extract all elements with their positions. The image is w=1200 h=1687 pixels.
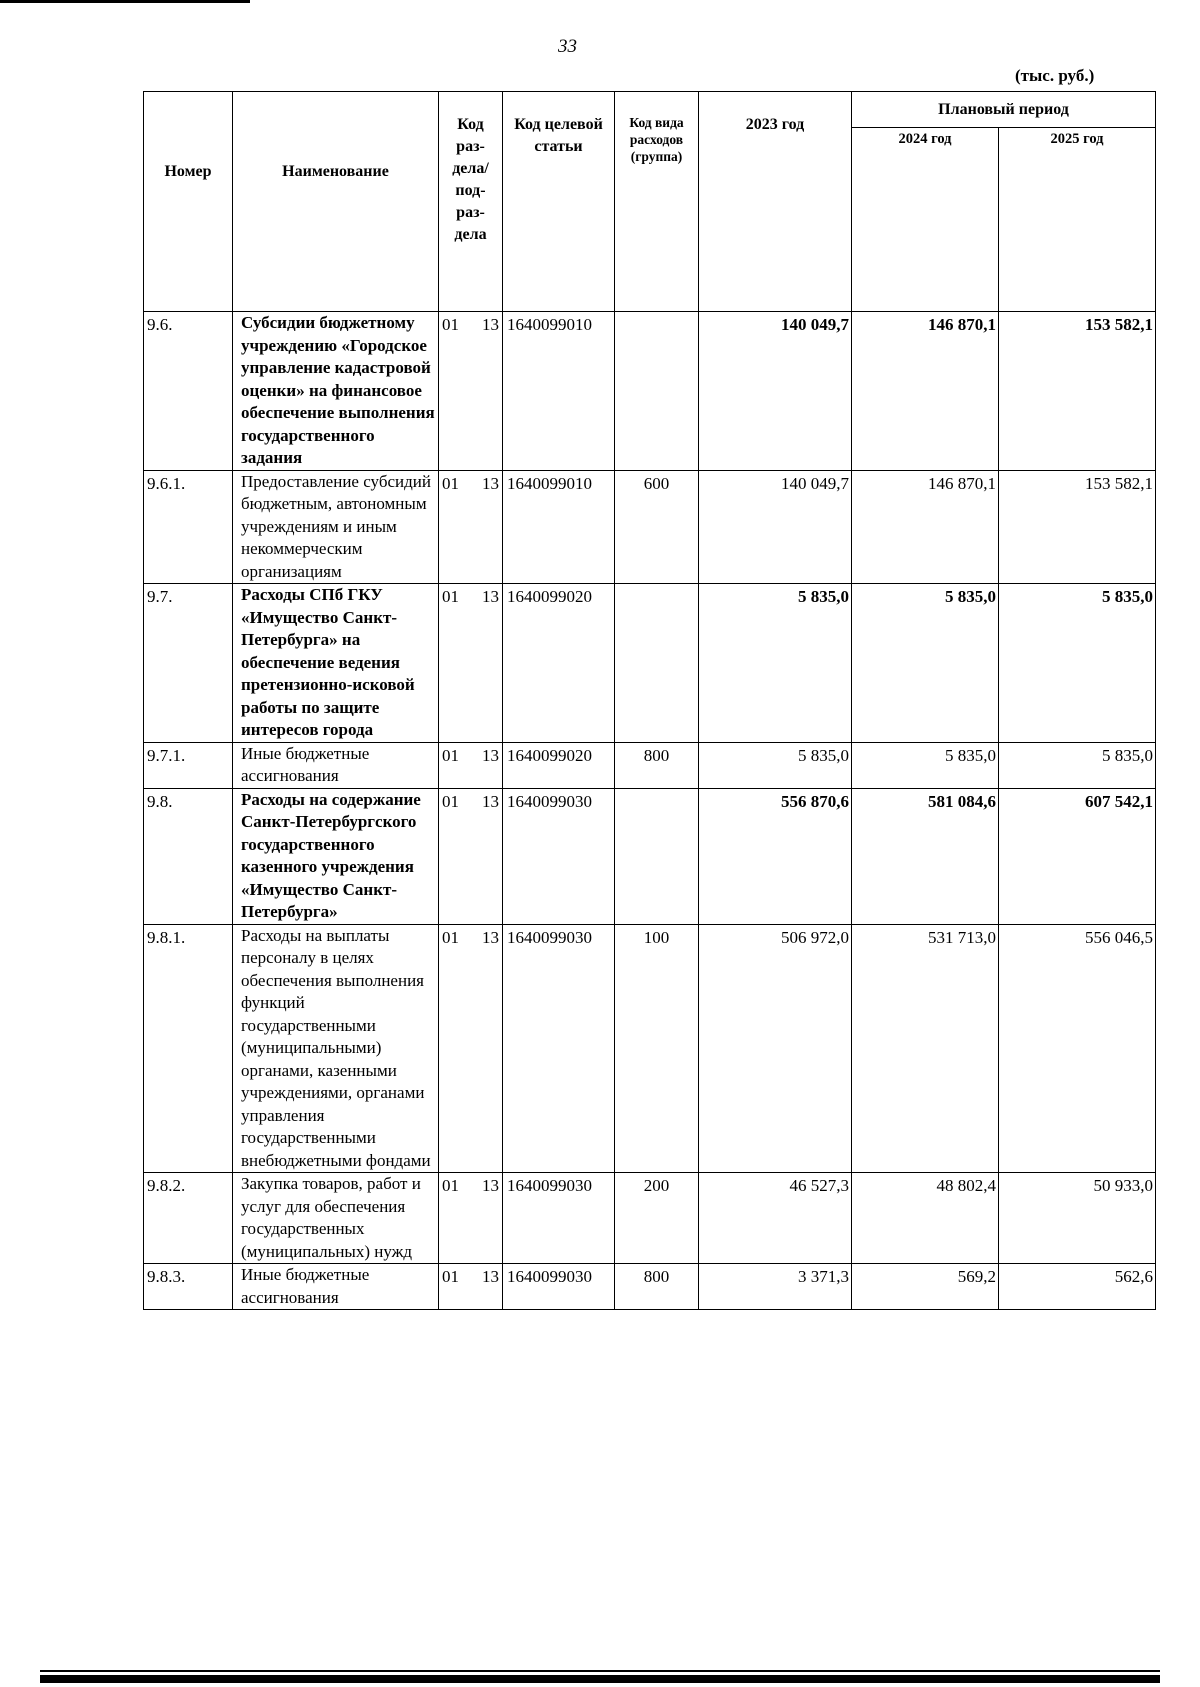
- header-name: Наименование: [233, 92, 439, 312]
- row-expense-type: 800: [615, 1264, 699, 1310]
- header-planned-period: Плановый период: [852, 92, 1156, 128]
- row-expense-type: 200: [615, 1173, 699, 1264]
- table-row: [144, 742, 1156, 788]
- row-expense-type: [615, 788, 699, 924]
- table-row: [144, 1264, 1156, 1310]
- row-section-code: [439, 470, 503, 584]
- row-section-code: [439, 584, 503, 743]
- row-name: Закупка товаров, работ и услуг для обеспечения государственных (муниципальных) нужд: [233, 1173, 439, 1264]
- row-2025: 50 933,0: [999, 1173, 1156, 1264]
- header-nomer: Номер: [144, 92, 233, 312]
- header-expense-type: Код вида расходов (группа): [615, 92, 699, 312]
- header-2024: 2024 год: [852, 128, 999, 312]
- row-razdel: 01: [442, 1176, 459, 1195]
- row-target-code: 1640099010: [503, 312, 615, 471]
- row-2025: 153 582,1: [999, 470, 1156, 584]
- table-row: [144, 1173, 1156, 1264]
- header-2025: 2025 год: [999, 128, 1156, 312]
- row-2023: 140 049,7: [699, 470, 852, 584]
- row-podrazdel: 13: [482, 315, 499, 334]
- header-2023: 2023 год: [699, 92, 852, 312]
- row-razdel: 01: [442, 745, 459, 765]
- row-target-code: 1640099030: [503, 1173, 615, 1264]
- row-target-code: 1640099010: [503, 470, 615, 584]
- row-podrazdel: 13: [482, 1267, 499, 1286]
- row-razdel: 01: [442, 1267, 459, 1286]
- row-2025: 5 835,0: [999, 742, 1156, 788]
- row-2025: 607 542,1: [999, 788, 1156, 924]
- row-2025: 556 046,5: [999, 924, 1156, 1173]
- row-2023: 5 835,0: [699, 584, 852, 743]
- row-target-code: 1640099030: [503, 924, 615, 1173]
- row-2024: 146 870,1: [852, 312, 999, 471]
- row-2025: 153 582,1: [999, 312, 1156, 471]
- row-razdel: 01: [442, 791, 459, 811]
- row-name: Расходы на выплаты персоналу в целях обеспечения выполнения функций государственными (муниципальными) органами, казенными учреждениями, органами управления государственными внебюджетными фондами: [233, 924, 439, 1173]
- row-target-code: 1640099030: [503, 788, 615, 924]
- row-target-code: 1640099020: [503, 584, 615, 743]
- row-number: 9.6.1.: [144, 470, 233, 584]
- row-section-code: [439, 1264, 503, 1310]
- row-expense-type: [615, 584, 699, 743]
- row-expense-type: [615, 312, 699, 471]
- header-section-code: Код раз-дела/ под-раз-дела: [439, 92, 503, 312]
- row-2025: 562,6: [999, 1264, 1156, 1310]
- row-podrazdel: 13: [482, 791, 499, 811]
- row-name: Иные бюджетные ассигнования: [233, 1264, 439, 1310]
- row-expense-type: 800: [615, 742, 699, 788]
- row-2024: 581 084,6: [852, 788, 999, 924]
- row-number: 9.6.: [144, 312, 233, 471]
- table-body: [144, 312, 1156, 1310]
- page-number: 33: [558, 36, 577, 57]
- row-2023: 5 835,0: [699, 742, 852, 788]
- row-number: 9.8.1.: [144, 924, 233, 1173]
- row-podrazdel: 13: [482, 1176, 499, 1195]
- row-target-code: 1640099020: [503, 742, 615, 788]
- table-row: [144, 584, 1156, 743]
- bottom-rule: [40, 1675, 1160, 1683]
- row-2024: 146 870,1: [852, 470, 999, 584]
- row-section-code: [439, 788, 503, 924]
- row-razdel: 01: [442, 587, 459, 606]
- row-expense-type: 100: [615, 924, 699, 1173]
- row-2024: 5 835,0: [852, 584, 999, 743]
- row-number: 9.8.3.: [144, 1264, 233, 1310]
- table-row: [144, 788, 1156, 924]
- row-name: Предоставление субсидий бюджетным, автономным учреждениям и иным некоммерческим организациям: [233, 470, 439, 584]
- row-2023: 506 972,0: [699, 924, 852, 1173]
- row-name: Расходы на содержание Санкт-Петербургского государственного казенного учреждения «Имущество Санкт-Петербурга»: [233, 788, 439, 924]
- row-razdel: 01: [442, 927, 459, 947]
- row-2023: 3 371,3: [699, 1264, 852, 1310]
- table-row: [144, 924, 1156, 1173]
- units-label: (тыс. руб.): [1015, 66, 1095, 85]
- bottom-rule-thin: [40, 1670, 1160, 1672]
- row-2023: 556 870,6: [699, 788, 852, 924]
- row-target-code: 1640099030: [503, 1264, 615, 1310]
- row-razdel: 01: [442, 315, 459, 334]
- row-number: 9.7.1.: [144, 742, 233, 788]
- row-name: Субсидии бюджетному учреждению «Городское управление кадастровой оценки» на финансовое обеспечение выполнения государственного задания: [233, 312, 439, 471]
- row-podrazdel: 13: [482, 473, 499, 493]
- top-rule: [0, 0, 250, 3]
- row-number: 9.7.: [144, 584, 233, 743]
- row-number: 9.8.2.: [144, 1173, 233, 1264]
- row-section-code: [439, 742, 503, 788]
- row-name: Расходы СПб ГКУ «Имущество Санкт-Петербурга» на обеспечение ведения претензионно-исковой работы по защите интересов города: [233, 584, 439, 743]
- table-row: [144, 312, 1156, 471]
- row-number: 9.8.: [144, 788, 233, 924]
- row-2023: 46 527,3: [699, 1173, 852, 1264]
- row-podrazdel: 13: [482, 745, 499, 765]
- row-razdel: 01: [442, 473, 459, 493]
- row-name: Иные бюджетные ассигнования: [233, 742, 439, 788]
- row-2025: 5 835,0: [999, 584, 1156, 743]
- header-target-code: Код целевой статьи: [503, 92, 615, 312]
- table-header: [144, 92, 1156, 312]
- row-2024: 531 713,0: [852, 924, 999, 1173]
- row-2024: 5 835,0: [852, 742, 999, 788]
- row-2024: 48 802,4: [852, 1173, 999, 1264]
- table-row: [144, 470, 1156, 584]
- row-2024: 569,2: [852, 1264, 999, 1310]
- budget-table: [143, 91, 1156, 1310]
- row-podrazdel: 13: [482, 927, 499, 947]
- row-podrazdel: 13: [482, 587, 499, 606]
- row-expense-type: 600: [615, 470, 699, 584]
- row-section-code: [439, 924, 503, 1173]
- row-2023: 140 049,7: [699, 312, 852, 471]
- row-section-code: [439, 1173, 503, 1264]
- row-section-code: [439, 312, 503, 471]
